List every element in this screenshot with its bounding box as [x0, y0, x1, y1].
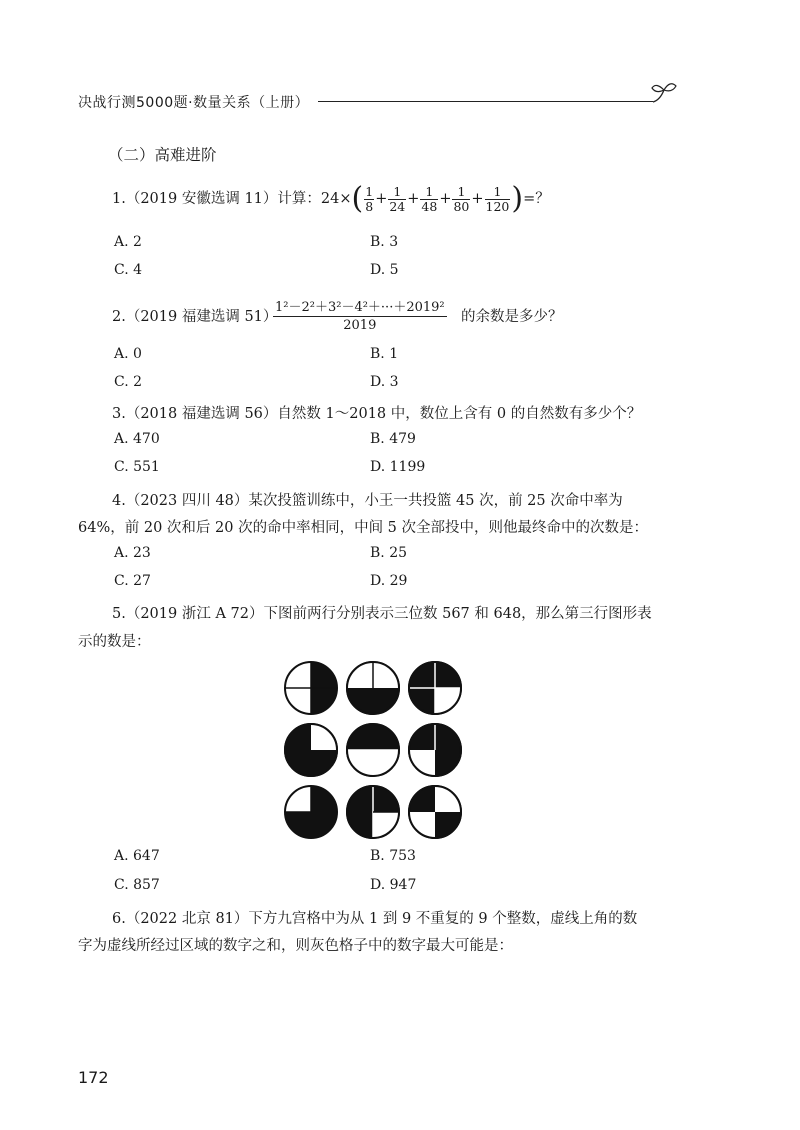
option-d[interactable]: D. 29: [370, 573, 408, 589]
option-a[interactable]: A. 23: [114, 545, 151, 561]
question-5-line-1: 5.（2019 浙江 A 72）下图前两行分别表示三位数 567 和 648，那么第三行图形表: [112, 606, 652, 622]
option-c[interactable]: C. 551: [114, 459, 160, 475]
question-4-line-2: 64%，前 20 次和后 20 次的命中率相同，中间 5 次全部投中，则他最终命中的次数是：: [78, 520, 649, 536]
question-5-line-2: 示的数是：: [78, 634, 151, 650]
option-a[interactable]: A. 647: [114, 848, 160, 864]
circle-r1c1: [285, 662, 337, 714]
right-paren: ): [511, 181, 524, 216]
option-c[interactable]: C. 4: [114, 262, 143, 278]
option-b[interactable]: B. 3: [370, 234, 399, 250]
fraction: $\frac{1}{8}$: [365, 183, 374, 214]
fraction: $\frac{1}{24}$: [389, 183, 406, 214]
option-b[interactable]: B. 1: [370, 346, 399, 362]
option-d[interactable]: D. 1199: [370, 459, 426, 475]
circle-r3c2: [347, 786, 399, 838]
question-6-line-2: 字为虚线所经过区域的数字之和，则灰色格子中的数字最大可能是：: [78, 938, 513, 954]
option-d[interactable]: D. 5: [370, 262, 399, 278]
question-6-line-1: 6.（2022 北京 81）下方九宫格中为从 1 到 9 不重复的 9 个整数，虚线上角的数: [112, 911, 638, 927]
option-b[interactable]: B. 479: [370, 431, 416, 447]
option-a[interactable]: A. 2: [114, 234, 142, 250]
option-c[interactable]: C. 27: [114, 573, 151, 589]
section-title: （二）高难进阶: [108, 146, 217, 164]
question-2-suffix: 的余数是多少？: [461, 309, 563, 325]
fraction: $\frac{1}{80}$: [453, 183, 470, 214]
option-b[interactable]: B. 753: [370, 848, 416, 864]
circle-r3c3: [409, 786, 461, 838]
left-paren: (: [351, 181, 364, 216]
option-c[interactable]: C. 2: [114, 374, 143, 390]
circle-figure: [283, 660, 463, 840]
question-1: 1.（2019 安徽选调 11）计算：24×( $\frac{1}{8}$ + $\frac{1}{24}$ + $\frac{1}{48}$ + $\frac{1}{80}$ + $\frac{1}{120}$ )=？: [112, 181, 550, 216]
option-a[interactable]: A. 0: [114, 346, 142, 362]
sprout-icon: [650, 80, 678, 106]
question-1-prefix: 1.（2019 安徽选调 11）计算：24×: [112, 191, 352, 207]
option-d[interactable]: D. 3: [370, 374, 399, 390]
circle-r3c1: [285, 786, 337, 838]
question-2-prefix: 2.（2019 福建选调 51）: [112, 309, 278, 325]
page-number: 172: [78, 1068, 109, 1087]
fraction-denominator: 2019: [343, 318, 377, 333]
book-title: 决战行测5000题·数量关系（上册）: [78, 95, 310, 111]
circle-r2c1: [285, 724, 337, 776]
option-d[interactable]: D. 947: [370, 877, 417, 893]
option-c[interactable]: C. 857: [114, 877, 160, 893]
option-b[interactable]: B. 25: [370, 545, 408, 561]
question-3: 3.（2018 福建选调 56）自然数 1～2018 中，数位上含有 0 的自然数有多少个？: [112, 406, 642, 422]
header-rule: [318, 101, 653, 102]
circle-r2c2: [347, 724, 399, 776]
circle-r1c3: [409, 662, 461, 714]
question-1-suffix: =？: [523, 191, 550, 207]
fraction-numerator: 1²－2²＋3²－4²＋···＋2019²: [273, 296, 447, 317]
question-2-fraction: [273, 296, 447, 333]
circle-r2c3: [409, 724, 461, 776]
fraction: $\frac{1}{120}$: [485, 183, 510, 214]
option-a[interactable]: A. 470: [114, 431, 160, 447]
fraction: $\frac{1}{48}$: [421, 183, 438, 214]
circle-r1c2: [347, 662, 399, 714]
question-4-line-1: 4.（2023 四川 48）某次投篮训练中，小王一共投篮 45 次，前 25 次命中率为: [112, 493, 623, 509]
